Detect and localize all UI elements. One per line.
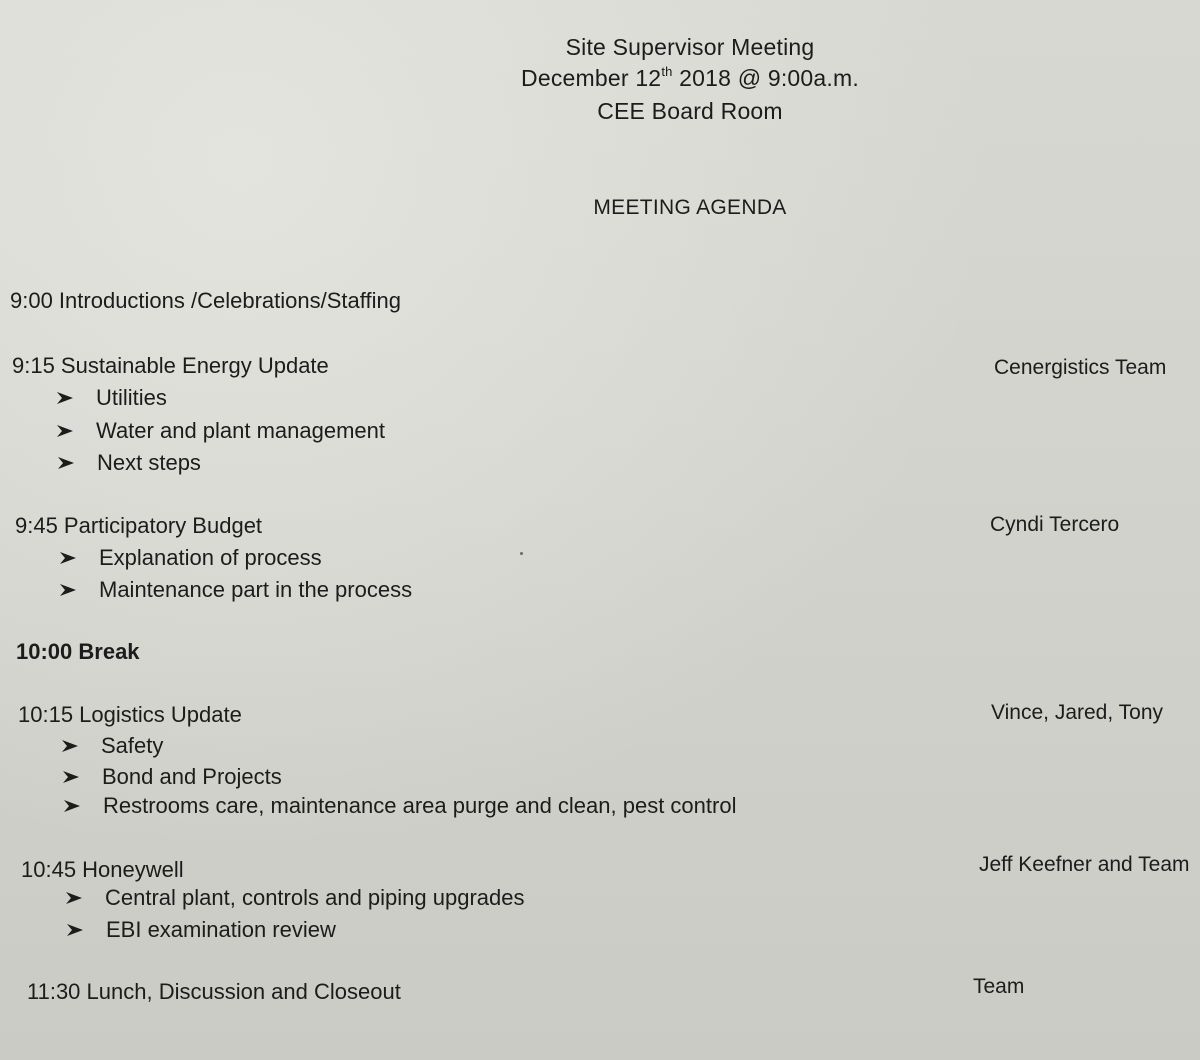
arrowhead-bullet-icon (57, 456, 97, 470)
agenda-item-presenter: Cenergistics Team (994, 356, 1167, 379)
arrowhead-bullet-icon (63, 799, 103, 813)
agenda-subitem-text: Explanation of process (99, 545, 322, 570)
agenda-subitem-text: Utilities (96, 385, 167, 410)
meeting-date (0, 65, 1200, 92)
agenda-item-presenter: Jeff Keefner and Team (979, 853, 1190, 876)
agenda-subitem (56, 418, 385, 444)
meeting-location (0, 98, 1200, 125)
arrowhead-bullet-icon (56, 424, 96, 438)
agenda-subitem-text: Water and plant management (96, 418, 386, 443)
meeting-name (0, 34, 1200, 61)
agenda-subitem (59, 545, 322, 571)
agenda-subitem (61, 733, 163, 759)
agenda-item-presenter: Vince, Jared, Tony (991, 701, 1163, 724)
agenda-item-title: 10:45 Honeywell (21, 857, 184, 882)
agenda-item-presenter: Cyndi Tercero (990, 513, 1120, 536)
arrowhead-bullet-icon (66, 923, 106, 937)
paper-speck (520, 552, 523, 555)
meeting-location-text: CEE Board Room (597, 98, 783, 124)
arrowhead-bullet-icon (59, 551, 99, 565)
agenda-subitem (56, 385, 167, 411)
agenda-subitem-text: EBI examination review (106, 917, 336, 942)
agenda-item-title: 10:00 Break (16, 639, 140, 664)
arrowhead-bullet-icon (62, 770, 102, 784)
agenda-subitem-text: Safety (101, 733, 164, 758)
agenda-subitem-text: Maintenance part in the process (99, 577, 413, 602)
agenda-item-title: 9:15 Sustainable Energy Update (12, 353, 329, 378)
arrowhead-bullet-icon (61, 739, 101, 753)
meeting-date-day: December 12 (521, 65, 662, 91)
agenda-title: MEETING AGENDA (593, 196, 787, 219)
agenda-subitem-text: Central plant, controls and piping upgrades (105, 885, 525, 910)
agenda-item-title: 11:30 Lunch, Discussion and Closeout (27, 979, 401, 1004)
agenda-item-title: 9:00 Introductions /Celebrations/Staffing (10, 288, 401, 313)
agenda-subitem (57, 450, 201, 476)
arrowhead-bullet-icon (65, 891, 105, 905)
agenda-item-presenter: Team (973, 975, 1025, 998)
agenda-subitem (62, 764, 282, 790)
agenda-subitem (59, 577, 412, 603)
agenda-item-title: 9:45 Participatory Budget (15, 513, 263, 538)
meeting-name-text: Site Supervisor Meeting (565, 34, 815, 60)
arrowhead-bullet-icon (59, 583, 99, 597)
agenda-subitem-text: Restrooms care, maintenance area purge and clean, pest control (103, 793, 737, 818)
arrowhead-bullet-icon (56, 391, 96, 405)
agenda-item-title: 10:15 Logistics Update (18, 702, 242, 727)
meeting-date-ordinal: th (661, 64, 673, 79)
agenda-subitem-text: Bond and Projects (102, 764, 282, 789)
meeting-date-time: 2018 @ 9:00a.m. (672, 65, 859, 91)
agenda-subitem (63, 793, 736, 819)
agenda-subitem (66, 917, 336, 943)
agenda-subitem (65, 885, 525, 911)
agenda-subitem-text: Next steps (97, 450, 201, 475)
